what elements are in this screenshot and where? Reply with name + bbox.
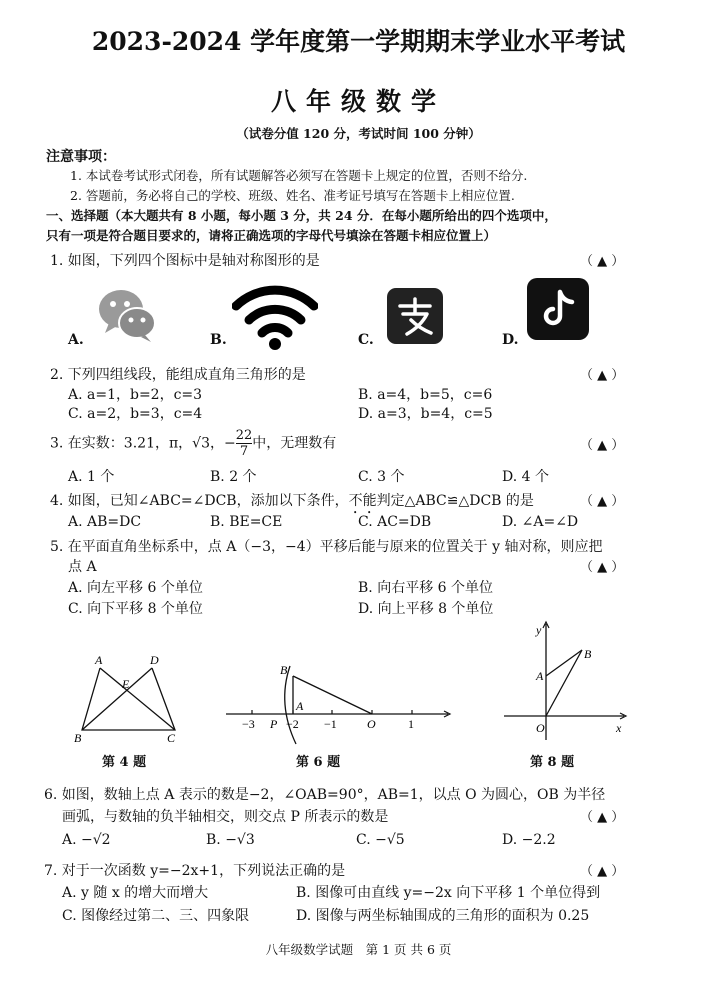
- q6-option-a: A. −√2: [62, 832, 111, 848]
- fig6-tick-neg3: −3: [242, 717, 255, 731]
- section1-line1: 一、选择题（本大题共有 8 小题，每小题 3 分，共 24 分．在每小题所给出的四个选项中，: [46, 208, 557, 223]
- q1-answer-mark: （ ▲ ）: [580, 254, 625, 269]
- fig6-label-b: B: [280, 663, 288, 677]
- q5-option-c: C. 向下平移 8 个单位: [68, 601, 203, 617]
- fig8-label-a: A: [536, 669, 544, 683]
- q4-option-c: C. AC=DB: [358, 514, 432, 530]
- fig8-label-x: x: [616, 721, 622, 735]
- q6-option-b: B. −√3: [206, 832, 255, 848]
- fig6-tick-1: 1: [408, 717, 414, 731]
- q6-answer-mark: （ ▲ ）: [580, 810, 625, 825]
- q1-option-a: A.: [68, 332, 84, 348]
- q6-option-d: D. −2.2: [502, 832, 556, 848]
- q5-option-a: A. 向左平移 6 个单位: [68, 580, 203, 596]
- figure-8-caption: 第 8 题: [530, 755, 575, 770]
- fig8-label-o: O: [536, 721, 545, 735]
- q6-line2: 画弧，与数轴的负半轴相交，则交点 P 所表示的数是: [62, 809, 389, 825]
- fig4-label-c: C: [167, 731, 176, 745]
- q3-frac-den: 7: [239, 444, 249, 459]
- q2-option-b: B. a=4，b=5，c=6: [358, 387, 493, 403]
- q3-option-a: A. 1 个: [68, 469, 115, 485]
- figure-6-diagram: [222, 658, 454, 748]
- q3-answer-mark: （ ▲ ）: [580, 438, 625, 453]
- q4-option-b: B. BE=CE: [210, 514, 283, 530]
- q3-stem-pre: 3. 在实数：3.21，π，√3，−: [50, 435, 236, 452]
- q2-option-a: A. a=1，b=2，c=3: [68, 387, 203, 403]
- fig6-tick-neg2: −2: [286, 717, 299, 731]
- alipay-icon: [387, 288, 443, 344]
- q3-option-b: B. 2 个: [210, 469, 257, 485]
- figure-6-caption: 第 6 题: [296, 755, 341, 770]
- q3-option-c: C. 3 个: [358, 469, 405, 485]
- fig6-label-o: O: [367, 717, 376, 731]
- fig6-tick-neg1: −1: [324, 717, 337, 731]
- q3-frac-num: 22: [235, 428, 253, 443]
- notes-heading: 注意事项：: [46, 149, 116, 165]
- page-footer: 八年级数学试题 第 1 页 共 6 页: [265, 942, 452, 957]
- fig8-label-y: y: [536, 623, 542, 637]
- q1-stem: 1. 如图，下列四个图标中是轴对称图形的是: [50, 253, 320, 269]
- q7-option-a: A. y 随 x 的增大而增大: [62, 885, 209, 901]
- q1-option-b: B.: [210, 332, 227, 348]
- q2-option-c: C. a=2，b=3，c=4: [68, 406, 203, 422]
- q1-option-c: C.: [358, 332, 374, 348]
- q5-option-d: D. 向上平移 8 个单位: [358, 601, 494, 617]
- fig6-label-p: P: [270, 717, 278, 731]
- section1-line2: 只有一项是符合题目要求的，请将正确选项的字母代号填涂在答题卡相应位置上）: [46, 228, 497, 243]
- q3-stem: [50, 428, 336, 459]
- fig8-label-b: B: [584, 647, 592, 661]
- q6-option-c: C. −√5: [356, 832, 405, 848]
- wechat-icon: [95, 285, 159, 345]
- q2-answer-mark: （ ▲ ）: [580, 368, 625, 383]
- q2-option-d: D. a=3，b=4，c=5: [358, 406, 493, 422]
- q7-option-c: C. 图像经过第二、三、四象限: [62, 908, 250, 924]
- notes-item-2: 2. 答题前，务必将自己的学校、班级、姓名、准考证号填写在答题卡上相应位置.: [70, 188, 515, 203]
- figure-4-diagram: [70, 650, 185, 745]
- q5-line1: 5. 在平面直角坐标系中，点 A（−3，−4）平移后能与原来的位置关于 y 轴对称，则应把: [50, 539, 603, 555]
- q4-answer-mark: （ ▲ ）: [580, 494, 625, 509]
- exam-info: （试卷分值 120 分，考试时间 100 分钟）: [236, 126, 481, 141]
- q6-line1: 6. 如图，数轴上点 A 表示的数是−2，∠OAB=90°，AB=1，以点 O 为圆心，OB 为半径: [44, 787, 606, 803]
- q3-stem-post: 中，无理数有: [252, 435, 337, 452]
- wifi-icon: [232, 280, 318, 352]
- tiktok-icon: [527, 278, 589, 340]
- fig4-label-d: D: [150, 653, 159, 667]
- q5-line2: 点 A: [68, 559, 97, 575]
- q7-option-b: B. 图像可由直线 y=−2x 向下平移 1 个单位得到: [296, 885, 601, 901]
- fig4-label-e: E: [122, 677, 130, 691]
- q4-stem-emphasis: 不能: [348, 493, 377, 509]
- q4-stem-pre: 4. 如图，已知∠ABC=∠DCB，添加以下条件，: [50, 493, 349, 509]
- notes-item-1: 1. 本试卷考试形式闭卷，所有试题解答必须写在答题卡上规定的位置，否则不给分.: [70, 168, 528, 183]
- q7-answer-mark: （ ▲ ）: [580, 864, 625, 879]
- q3-option-d: D. 4 个: [502, 469, 549, 485]
- q4-stem: [50, 490, 534, 517]
- figure-8-diagram: [498, 618, 633, 746]
- q3-fraction: [236, 428, 253, 459]
- exam-subtitle: 八年级数学: [270, 87, 446, 116]
- figure-4-caption: 第 4 题: [102, 755, 147, 770]
- q7-option-d: D. 图像与两坐标轴围成的三角形的面积为 0.25: [296, 908, 590, 924]
- fig4-label-b: B: [74, 731, 82, 745]
- q1-option-d: D.: [502, 332, 519, 348]
- q5-answer-mark: （ ▲ ）: [580, 560, 625, 575]
- q4-option-a: A. AB=DC: [68, 514, 142, 530]
- fig6-label-a: A: [296, 699, 304, 713]
- q2-stem: 2. 下列四组线段，能组成直角三角形的是: [50, 367, 306, 383]
- exam-title: 2023-2024 学年度第一学期期末学业水平考试: [91, 27, 626, 56]
- q7-stem: 7. 对于一次函数 y=−2x+1，下列说法正确的是: [44, 863, 346, 879]
- q5-option-b: B. 向右平移 6 个单位: [358, 580, 493, 596]
- q4-option-d: D. ∠A=∠D: [502, 514, 579, 530]
- fig4-label-a: A: [95, 653, 103, 667]
- q4-stem-post: 判定△ABC≌△DCB 的是: [376, 493, 534, 509]
